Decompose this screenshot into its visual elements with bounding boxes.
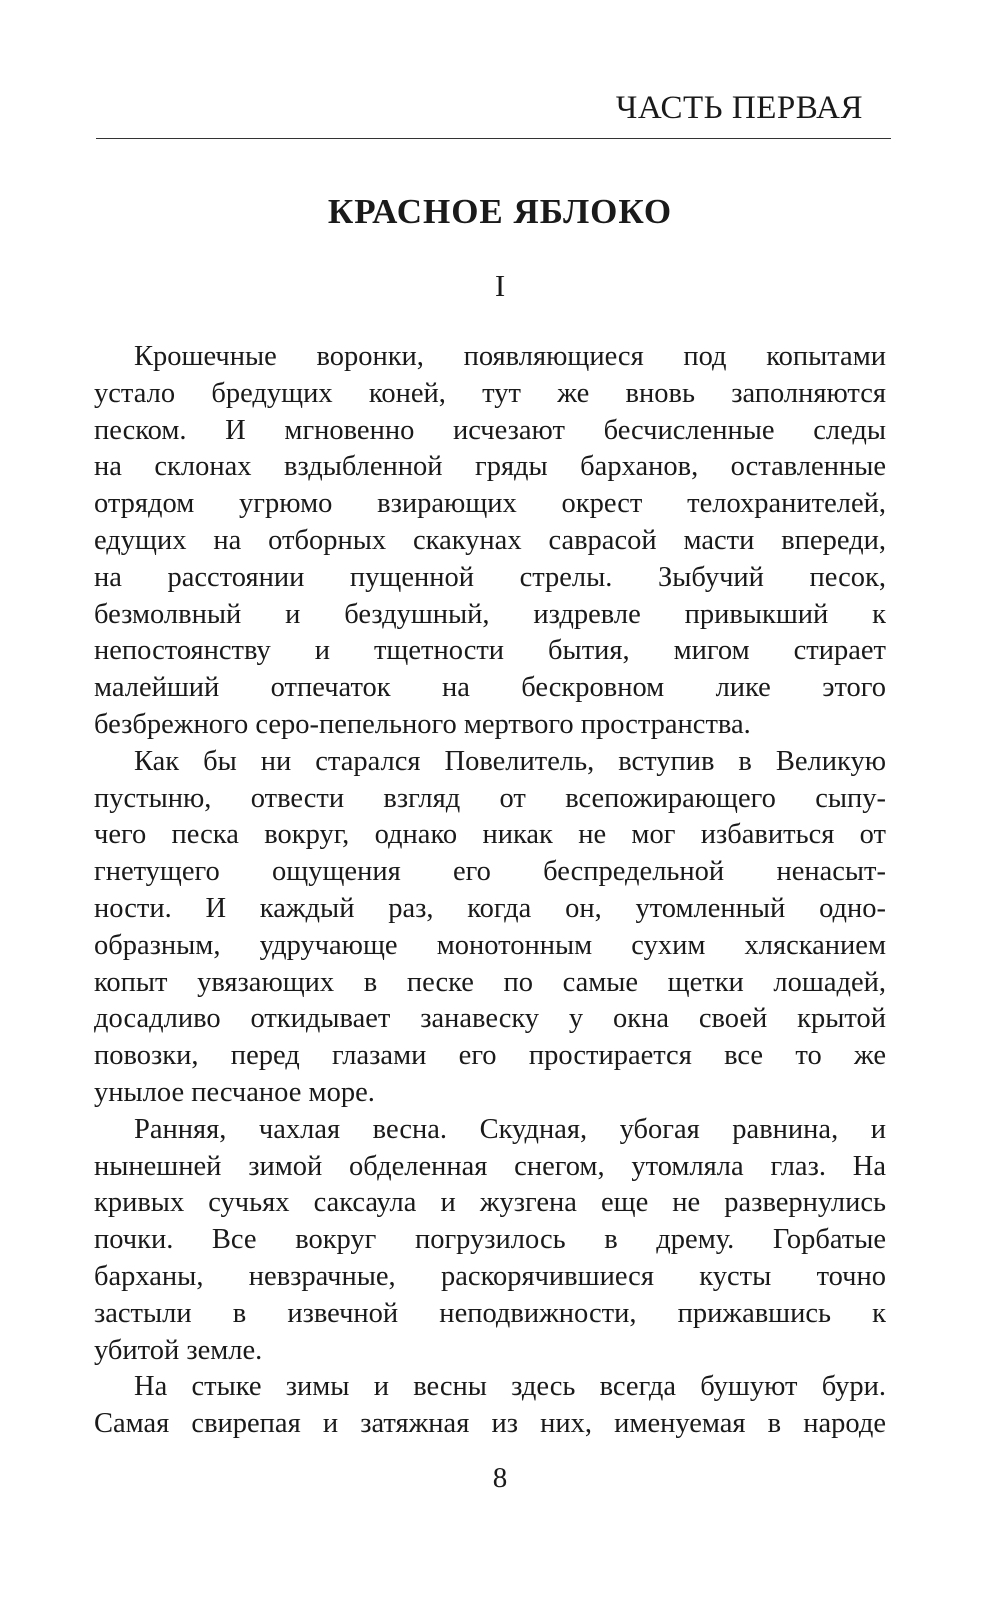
text-line: Как бы ни старался Повелитель, вступив в Великую: [134, 745, 886, 777]
text-line: непостоянству и тщетности бытия, мигом стирает: [94, 635, 886, 667]
text-line: пустыню, отвести взгляд от всепожирающего сыпу-: [94, 782, 886, 814]
running-head: [96, 88, 891, 139]
text-line: образным, удручающе монотонным сухим хлясканием: [94, 929, 886, 961]
text-line: барханы, невзрачные, раскорячившиеся кусты точно: [94, 1260, 886, 1292]
text-line: унылое песчаное море.: [94, 1076, 375, 1108]
text-line: убитой земле.: [94, 1334, 263, 1366]
text-line: повозки, перед глазами его простирается все то же: [94, 1040, 886, 1072]
text-line: нынешней зимой обделенная снегом, утомляла глаз. На: [94, 1150, 886, 1182]
chapter-title: КРАСНОЕ ЯБЛОКО: [327, 192, 673, 231]
page-number: 8: [492, 1462, 508, 1494]
text-line: гнетущего ощущения его беспредельной ненасыт-: [94, 856, 886, 888]
section-number: I: [494, 268, 506, 303]
text-line: ности. И каждый раз, когда он, утомленный одно-: [94, 892, 886, 924]
text-line: едущих на отборных скакунах саврасой масти впереди,: [94, 524, 886, 556]
running-head-text: ЧАСТЬ ПЕРВАЯ: [615, 90, 863, 126]
text-line: копыт увязающих в песке по самые щетки лошадей,: [94, 966, 886, 998]
text-line: Самая свирепая и затяжная из них, именуемая в народе: [94, 1408, 886, 1440]
text-line: Крошечные воронки, появляющиеся под копытами: [134, 341, 886, 372]
text-line: кривых сучьях саксаула и жузгена еще не развернулись: [94, 1187, 886, 1219]
text-line: досадливо откидывает занавеску у окна своей крытой: [94, 1003, 886, 1035]
body-text: [94, 339, 886, 1443]
text-line: безмолвный и бездушный, издревле привыкший к: [94, 598, 886, 630]
text-line: Ранняя, чахлая весна. Скудная, убогая равнина, и: [134, 1113, 886, 1145]
text-line: песком. И мгновенно исчезают бесчисленные следы: [94, 414, 886, 446]
text-line: малейший отпечаток на бескровном лике этого: [94, 672, 886, 704]
text-line: застыли в извечной неподвижности, прижавшись к: [94, 1297, 886, 1329]
text-line: почки. Все вокруг погрузилось в дрему. Горбатые: [94, 1224, 886, 1256]
text-line: устало бредущих коней, тут же вновь заполняются: [94, 377, 886, 409]
text-line: на склонах вздыбленной гряды барханов, оставленные: [94, 451, 886, 483]
text-line: отрядом угрюмо взирающих окрест телохранителей,: [94, 488, 886, 520]
text-line: чего песка вокруг, однако никак не мог избавиться от: [94, 819, 886, 851]
text-line: На стыке зимы и весны здесь всегда бушуют бури.: [134, 1371, 886, 1403]
text-line: на расстоянии пущенной стрелы. Зыбучий песок,: [94, 561, 886, 593]
text-line: безбрежного серо-пепельного мертвого пространства.: [94, 708, 751, 740]
